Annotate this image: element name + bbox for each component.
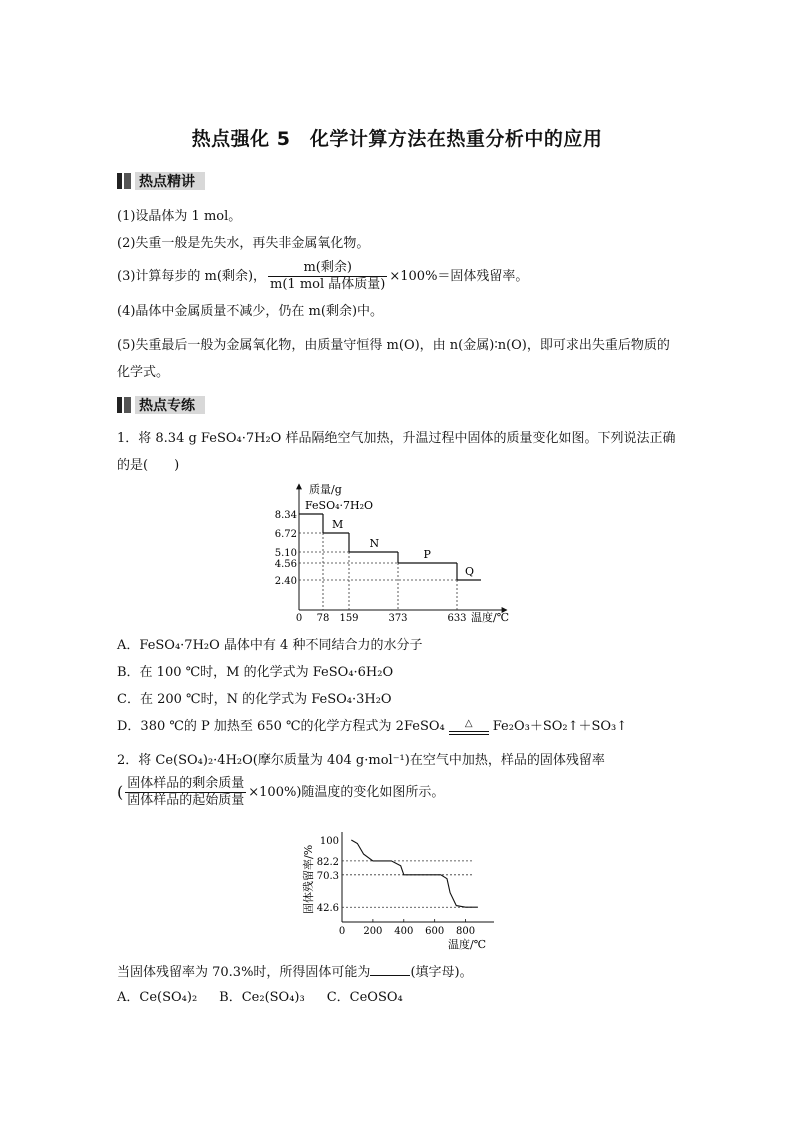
residual-rate-fraction <box>125 776 246 809</box>
residual-curve <box>351 840 478 907</box>
option-b: B．Ce₂(SO₄)₃ <box>219 990 305 1005</box>
fraction <box>268 260 387 293</box>
question-2-options <box>117 988 403 1008</box>
option-c: C．在 200 ℃时，N 的化学式为 FeSO₄·3H₂O <box>117 692 392 707</box>
answer-prefix: 当固体残留率为 70.3%时，所得固体可能为 <box>117 965 371 980</box>
x-axis-label: 温度/℃ <box>471 611 510 624</box>
y-tick-label: 70.3 <box>316 870 339 882</box>
x-tick-label: 78 <box>316 613 330 624</box>
x-tick-label: 0 <box>295 613 303 624</box>
y-tick-label: 4.56 <box>275 559 297 570</box>
answer-blank[interactable] <box>370 961 410 976</box>
point-1: (1)设晶体为 1 mol。 <box>117 209 242 224</box>
page-title: 热点强化 5 化学计算方法在热重分析中的应用 <box>191 128 603 150</box>
fraction-denominator: 固体样品的起始质量 <box>127 793 245 808</box>
x-tick-label: 200 <box>363 926 383 937</box>
section-marker-icon <box>117 173 131 189</box>
question-2-stem: 2．将 Ce(SO₄)₂·4H₂O(摩尔质量为 404 g·mol⁻¹)在空气中加热，样品的固体残留率 <box>117 753 605 768</box>
option-a: A．Ce(SO₄)₂ <box>117 990 198 1005</box>
point-3-post: ×100%＝固体残留率。 <box>389 269 529 284</box>
heat-condition-icon: △ <box>464 717 473 729</box>
point-3 <box>117 260 528 293</box>
y-tick-label: 2.40 <box>275 576 297 587</box>
x-tick-label: 373 <box>388 613 408 624</box>
reaction-condition <box>449 719 489 735</box>
step-label: Q <box>465 565 475 578</box>
x-tick-label: 400 <box>394 926 414 937</box>
section-header-jingjiang <box>117 171 205 191</box>
point-4: (4)晶体中金属质量不减少，仍在 m(剩余)中。 <box>117 304 384 319</box>
y-tick-label: 100 <box>319 836 339 847</box>
y-axis-label: 固体残留率/% <box>302 844 315 914</box>
question-1-stem: 1．将 8.34 g FeSO₄·7H₂O 样品隔绝空气加热，升温过程中固体的质量变化如图。下列说法正确的是( ) <box>117 431 676 473</box>
question-2-answer-line <box>117 961 473 983</box>
section-title: 热点专练 <box>135 396 205 414</box>
residual-rate-chart <box>298 826 498 954</box>
option-b: B．在 100 ℃时，M 的化学式为 FeSO₄·6H₂O <box>117 665 394 680</box>
section-header-zhuanlian <box>117 395 205 415</box>
step-label: FeSO₄·7H₂O <box>305 499 374 512</box>
answer-suffix: (填字母)。 <box>410 965 473 980</box>
fraction-numerator: 固体样品的剩余质量 <box>127 776 245 791</box>
y-tick-label: 5.10 <box>275 548 297 559</box>
fraction-numerator: m(剩余) <box>268 260 387 277</box>
x-axis-label: 温度/℃ <box>448 938 487 951</box>
y-tick-label: 42.6 <box>316 903 339 915</box>
x-tick-label: 633 <box>447 613 467 624</box>
y-tick-label: 82.2 <box>316 856 339 868</box>
y-tick-label: 8.34 <box>275 510 297 521</box>
point-5: (5)失重最后一般为金属氧化物，由质量守恒得 m(O)，由 n(金属)∶n(O)，即可求出失重后物质的化学式。 <box>117 338 670 380</box>
x-tick-label: 600 <box>425 926 445 937</box>
step-label: M <box>332 518 344 531</box>
question-2-stem-2: ( $\frac{\text{固体样品的剩余质量}}{\text{固体样品的起始质量}}$ ×100%)随温度的变化如图所示。 <box>117 776 445 808</box>
option-d <box>117 717 627 737</box>
mass-temperature-chart <box>275 478 520 626</box>
option-a: A．FeSO₄·7H₂O 晶体中有 4 种不同结合力的水分子 <box>117 638 423 653</box>
section-marker-icon <box>117 397 131 413</box>
y-axis-label: 质量/g <box>309 483 342 496</box>
x-tick-label: 159 <box>339 613 359 624</box>
question-2-stem-post: ×100%)随温度的变化如图所示。 <box>248 785 445 800</box>
point-2: (2)失重一般是先失水，再失非金属氧化物。 <box>117 236 370 251</box>
option-c: C．CeOSO₄ <box>326 990 403 1005</box>
step-label: N <box>369 537 380 550</box>
fraction-denominator: m(1 mol 晶体质量) <box>270 277 386 292</box>
x-tick-label: 800 <box>456 926 476 937</box>
x-tick-label: 0 <box>338 926 346 937</box>
point-3-pre: (3)计算每步的 m(剩余)， <box>117 269 267 284</box>
option-d-post: Fe₂O₃＋SO₂↑＋SO₃↑ <box>492 719 628 734</box>
step-label: P <box>423 548 431 561</box>
option-d-pre: D．380 ℃的 P 加热至 650 ℃的化学方程式为 2FeSO₄ <box>117 719 445 734</box>
y-tick-label: 6.72 <box>275 529 297 540</box>
section-title: 热点精讲 <box>135 172 205 190</box>
